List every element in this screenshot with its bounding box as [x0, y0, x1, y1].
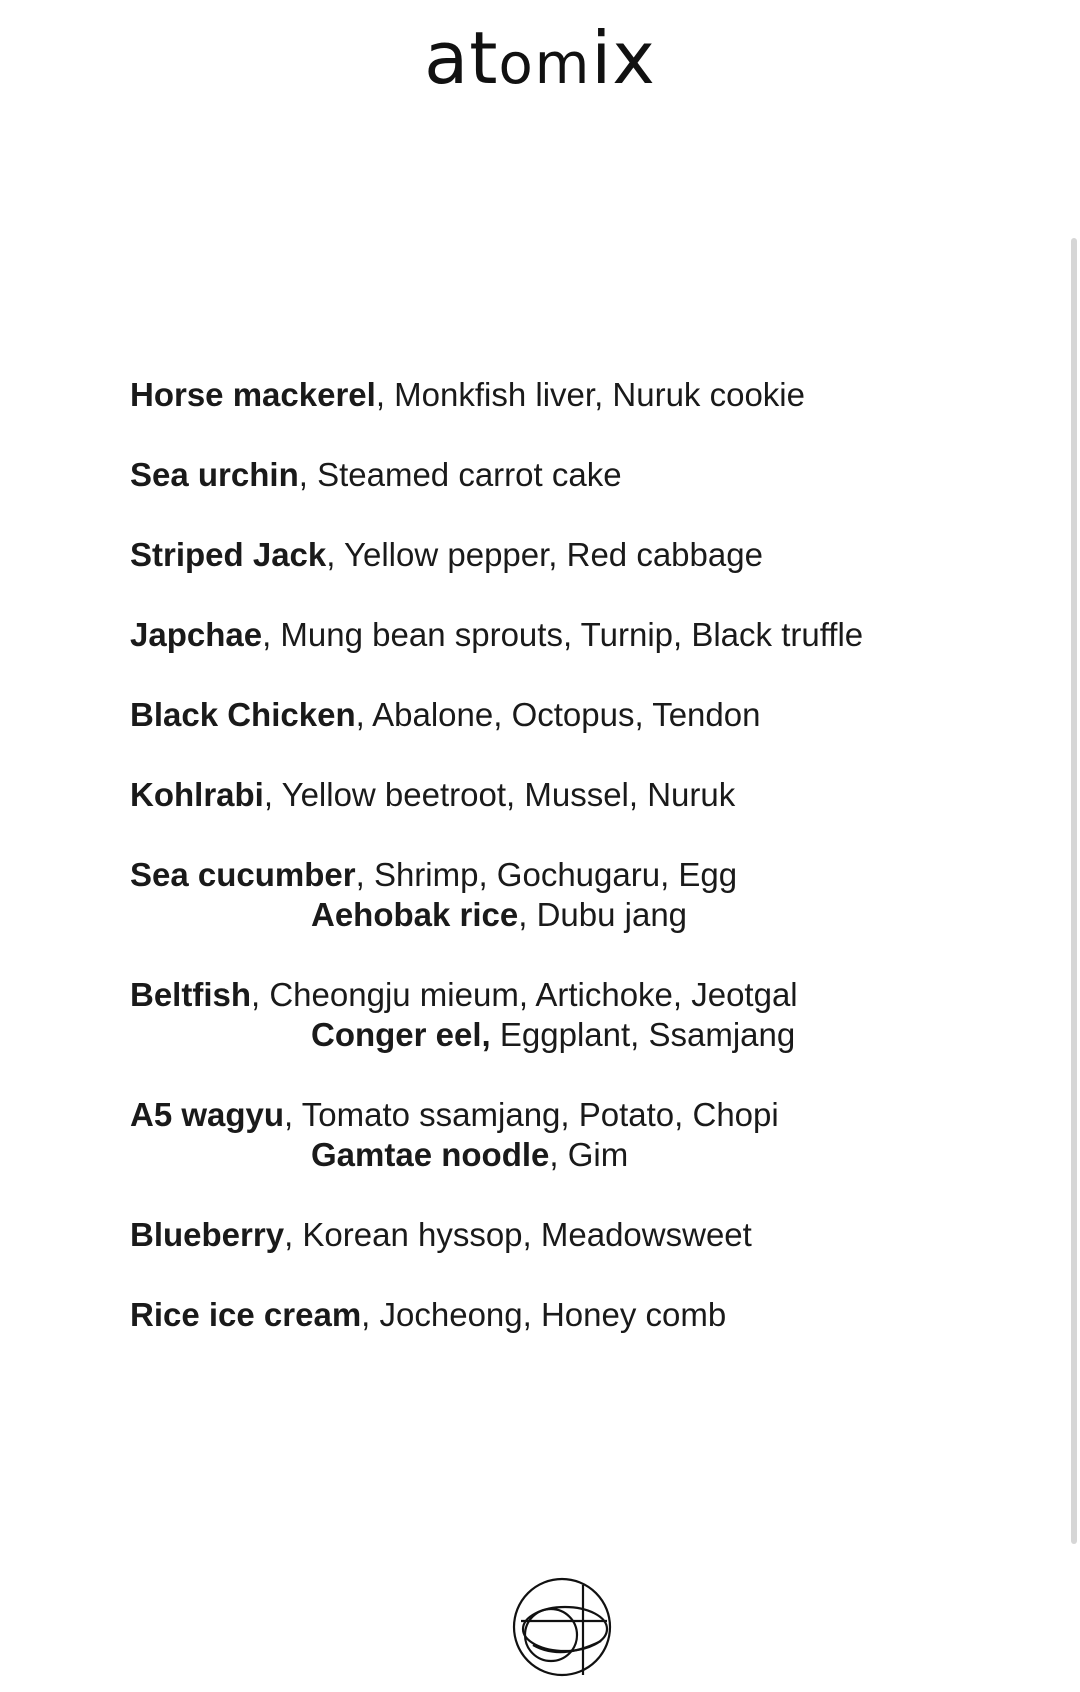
course-line	[130, 775, 1030, 815]
course-line	[130, 695, 1030, 735]
course-main-ingredient: Rice ice cream	[130, 1296, 362, 1333]
logo-text-end: ix	[591, 16, 656, 100]
course-main-ingredient: Gamtae noodle	[311, 1136, 550, 1173]
course-accompaniments: , Gim	[549, 1136, 629, 1173]
course-accompaniments: , Monkfish liver, Nuruk cookie	[375, 376, 805, 413]
course-accompaniments: , Shrimp, Gochugaru, Egg	[355, 856, 738, 893]
menu-course	[130, 535, 1030, 575]
course-line	[130, 1095, 1030, 1135]
course-main-ingredient: A5 wagyu	[130, 1096, 285, 1133]
course-accompaniments: , Tomato ssamjang, Potato, Chopi	[284, 1096, 779, 1133]
course-line-secondary	[130, 1135, 1030, 1175]
menu-course	[130, 1215, 1030, 1255]
menu-course	[130, 455, 1030, 495]
course-main-ingredient: Sea cucumber	[130, 856, 356, 893]
menu-course	[130, 615, 1030, 655]
course-line	[130, 1295, 1030, 1335]
course-line-secondary	[130, 895, 1030, 935]
menu-course	[130, 855, 1030, 935]
course-accompaniments: , Steamed carrot cake	[298, 456, 622, 493]
course-line	[130, 375, 1030, 415]
course-accompaniments: , Korean hyssop, Meadowsweet	[284, 1216, 752, 1253]
course-line-secondary	[130, 1015, 1030, 1055]
menu-course	[130, 1295, 1030, 1335]
course-main-ingredient: Beltfish	[130, 976, 252, 1013]
course-accompaniments: , Dubu jang	[518, 896, 688, 933]
course-accompaniments: , Abalone, Octopus, Tendon	[355, 696, 761, 733]
course-line	[130, 975, 1030, 1015]
course-line	[130, 1215, 1030, 1255]
logo-text-o: o	[498, 32, 535, 97]
course-accompaniments: Eggplant, Ssamjang	[490, 1016, 796, 1053]
course-main-ingredient: Horse mackerel	[130, 376, 376, 413]
course-main-ingredient: Japchae	[130, 616, 263, 653]
menu-course	[130, 375, 1030, 415]
course-main-ingredient: Kohlrabi	[130, 776, 264, 813]
course-main-ingredient: Aehobak rice	[311, 896, 519, 933]
logo-text-m: m	[534, 32, 592, 97]
menu-course	[130, 975, 1030, 1055]
tasting-menu	[130, 375, 1030, 1375]
course-main-ingredient: Conger eel,	[311, 1016, 491, 1053]
scrollbar[interactable]	[1071, 238, 1077, 1544]
menu-course	[130, 695, 1030, 735]
logo-text-start: at	[424, 16, 499, 100]
course-accompaniments: , Cheongju mieum, Artichoke, Jeotgal	[251, 976, 798, 1013]
brand-logo	[0, 16, 1080, 100]
course-main-ingredient: Black Chicken	[130, 696, 356, 733]
course-line	[130, 535, 1030, 575]
course-line	[130, 855, 1030, 895]
atomix-emblem-icon	[511, 1575, 617, 1681]
menu-course	[130, 775, 1030, 815]
course-accompaniments: , Jocheong, Honey comb	[361, 1296, 727, 1333]
course-main-ingredient: Striped Jack	[130, 536, 327, 573]
course-line	[130, 615, 1030, 655]
menu-course	[130, 1095, 1030, 1175]
course-main-ingredient: Sea urchin	[130, 456, 299, 493]
course-main-ingredient: Blueberry	[130, 1216, 285, 1253]
course-accompaniments: , Yellow beetroot, Mussel, Nuruk	[263, 776, 736, 813]
course-accompaniments: , Yellow pepper, Red cabbage	[326, 536, 763, 573]
course-accompaniments: , Mung bean sprouts, Turnip, Black truffle	[262, 616, 864, 653]
course-line	[130, 455, 1030, 495]
